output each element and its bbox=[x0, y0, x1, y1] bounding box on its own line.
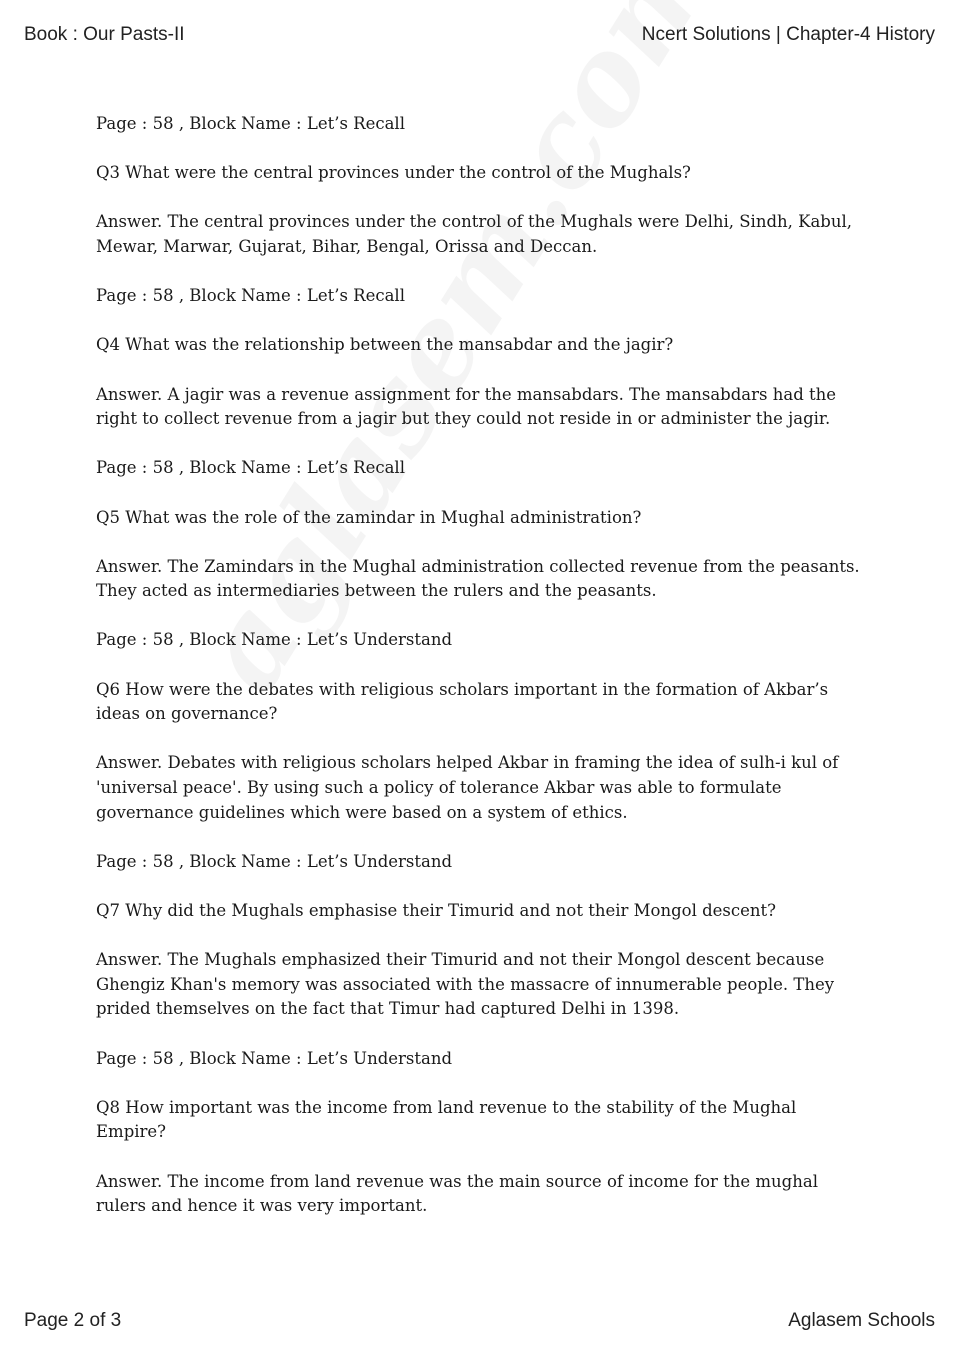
document-body bbox=[96, 112, 866, 1243]
page-footer bbox=[24, 1310, 935, 1336]
publisher: Aglasem Schools bbox=[788, 1310, 935, 1331]
question-q3: Q3 What were the central provinces under the control of the Mughals? bbox=[96, 163, 691, 183]
block-meta: Page : 58 , Block Name : Let’s Understand bbox=[96, 630, 453, 650]
answer-q4: Answer. A jagir was a revenue assignment for the mansabdars. The mansabdars had the right to collect revenue from a jagir but they could not reside in or administer the jagir. bbox=[96, 384, 837, 429]
block-meta: Page : 58 , Block Name : Let’s Recall bbox=[96, 114, 405, 133]
page-number: Page 2 of 3 bbox=[24, 1310, 122, 1331]
answer-q6: Answer. Debates with religious scholars helped Akbar in framing the idea of sulh-i kul of 'universal peace'. By using such a policy of tolerance Akbar was able to formulate governance guidelines which were based on a system of ethics. bbox=[96, 753, 839, 822]
block-meta: Page : 58 , Block Name : Let’s Understand bbox=[96, 851, 453, 871]
question-q8: Q8 How important was the income from land revenue to the stability of the Mughal Empire? bbox=[96, 1097, 797, 1142]
question-q4: Q4 What was the relationship between the mansabdar and the jagir? bbox=[96, 335, 674, 355]
answer-q8: Answer. The income from land revenue was the main source of income for the mughal rulers and hence it was very important. bbox=[96, 1171, 818, 1216]
answer-q7: Answer. The Mughals emphasized their Timurid and not their Mongol descent because Ghengiz Khan's memory was associated with the massacre of innumerable people. They prided themselves on the fact that Timur had captured Delhi in 1398. bbox=[96, 950, 835, 1019]
chapter-title: Ncert Solutions | Chapter-4 History bbox=[641, 24, 935, 45]
question-q5: Q5 What was the role of the zamindar in Mughal administration? bbox=[96, 507, 642, 527]
page-header bbox=[24, 24, 935, 50]
question-q6: Q6 How were the debates with religious scholars important in the formation of Akbar’s ideas on governance? bbox=[96, 679, 829, 724]
book-title: Book : Our Pasts-II bbox=[24, 24, 185, 45]
question-q7: Q7 Why did the Mughals emphasise their Timurid and not their Mongol descent? bbox=[96, 901, 777, 920]
answer-q5: Answer. The Zamindars in the Mughal administration collected revenue from the peasants. They acted as intermediaries between the rulers and the peasants. bbox=[96, 556, 860, 601]
block-meta: Page : 58 , Block Name : Let’s Recall bbox=[96, 286, 405, 306]
block-meta: Page : 58 , Block Name : Let’s Recall bbox=[96, 458, 405, 478]
block-meta: Page : 58 , Block Name : Let’s Understand bbox=[96, 1048, 453, 1068]
answer-q3: Answer. The central provinces under the control of the Mughals were Delhi, Sindh, Kabul, Mewar, Marwar, Gujarat, Bihar, Bengal, Orissa and Deccan. bbox=[96, 212, 852, 256]
